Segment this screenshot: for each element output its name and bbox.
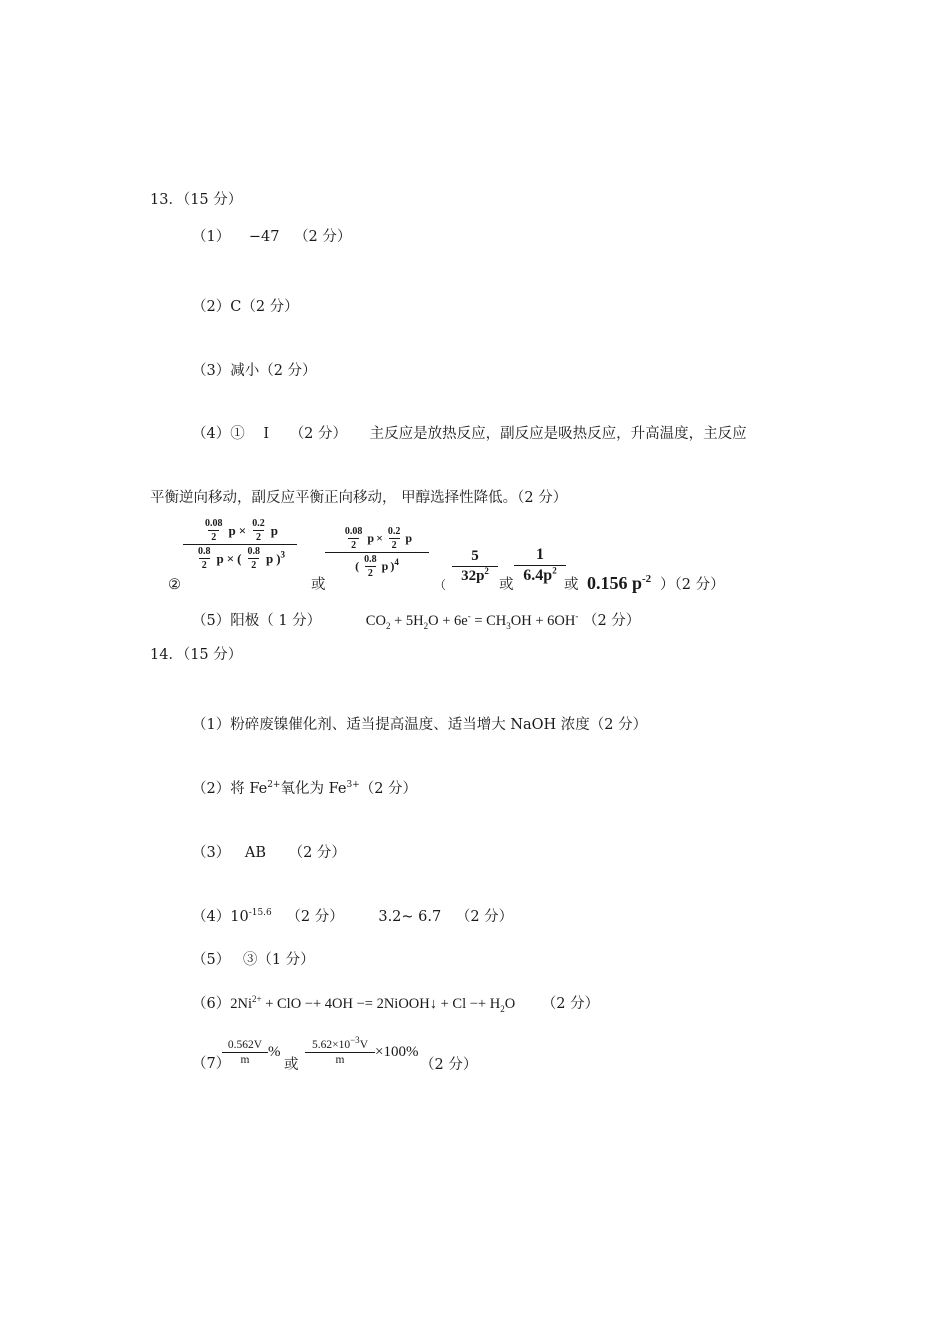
kp-expression-2: $\frac{0.08}{2}$ p × $\frac{0.2}{2}$ p ( $\frac{0.8}{2}$ p )$^4$ (325, 526, 429, 579)
kp-expression-3: $\frac{5}{32p^2}$ (452, 548, 498, 585)
score: （2 分） (582, 613, 641, 629)
reason-text: 主反应是放热反应，副反应是吸热反应，升高温度，主反应 (369, 426, 747, 442)
score: （2 分） (289, 426, 348, 442)
or-word: 或 (499, 577, 514, 593)
score: （2 分） (455, 909, 514, 925)
score: （2 分） (294, 229, 352, 245)
q13-part1 (192, 227, 351, 247)
score: （2 分） (420, 1057, 478, 1073)
or-word: 或 (564, 577, 579, 593)
q13-part4-marker: ② (168, 577, 181, 593)
part-number: （4）① (192, 426, 245, 442)
part-number: （1） (192, 229, 231, 245)
q14-part5 (192, 950, 315, 970)
score: （2 分） (286, 909, 344, 925)
q13-header: 13．（15 分） (150, 192, 243, 208)
answer: I (263, 426, 270, 442)
purity-expression-1: $\frac{0.562V}{m}$ % (222, 1039, 281, 1066)
score: （2 分） (288, 845, 346, 861)
q13-part2: （2）C（2 分） (192, 299, 299, 315)
answer: ③（1 分） (242, 952, 315, 968)
q14-part6: $(6)2Ni^{2+}$ + ClO −+ 4OH −= 2NiOOH↓ + $Cl -+ H_2O$ （2 分） (192, 994, 600, 1014)
or-word: 或 (284, 1057, 299, 1073)
q14-part7-label: （7） (192, 1056, 231, 1072)
or-word: 或 (311, 577, 326, 593)
kp-expression-1: $\frac{0.08}{2}$ p × $\frac{0.2}{2}$ p $\frac{0.8}{2}$ p × ( $\frac{0.8}{2}$ p )$^3$ (183, 518, 297, 571)
part-label: （5）阳极（ 1 分） (192, 613, 322, 629)
q14-part4: $(4)10^{-15.6}$ （2 分） 3.2~ 6.7 （2 分） (192, 908, 514, 925)
answer: −47 (248, 229, 280, 245)
q13-part5 (192, 611, 640, 631)
answer: AB (244, 845, 266, 861)
paren-open: （ (434, 578, 447, 592)
kp-expression-4: $\frac{1}{6.4p^2}$ (514, 546, 566, 585)
q14-part3 (192, 843, 346, 863)
q13-part4-reason-cont: 平衡逆向移动，副反应平衡正向移动， 甲醇选择性降低。（2 分） (150, 490, 568, 506)
kp-value: 0.156 $p^{-2}$ (587, 573, 652, 593)
electrode-equation: $CO_2 + 5H_2O + 6e^- = CH_3OH + 6OH^-$ (365, 611, 579, 631)
score: （2 分） (541, 996, 600, 1012)
part-number: （5） (192, 952, 231, 968)
ionic-equation: $2Ni^{2+}$ + ClO −+ 4OH −= 2NiOOH↓ + $Cl -+ H_2O$ (230, 994, 516, 1014)
purity-expression-2: $\frac{5.62\times 10^{-3}V}{m}$ ×100% (305, 1039, 418, 1066)
q14-part1: （1）粉碎废镍催化剂、适当提高温度、适当增大 NaOH 浓度（2 分） (192, 717, 648, 733)
q14-header: 14．（15 分） (150, 647, 243, 663)
part-number: （3） (192, 845, 231, 861)
score: ）（2 分） (660, 577, 725, 593)
q13-part3: （3）减小（2 分） (192, 363, 317, 379)
answer: 3.2~ 6.7 (378, 909, 442, 925)
q13-part4 (192, 424, 747, 444)
q14-part2: （2）将 $Fe^{2+}$氧化为 $Fe^{3+}(2$ 分） (192, 780, 418, 797)
